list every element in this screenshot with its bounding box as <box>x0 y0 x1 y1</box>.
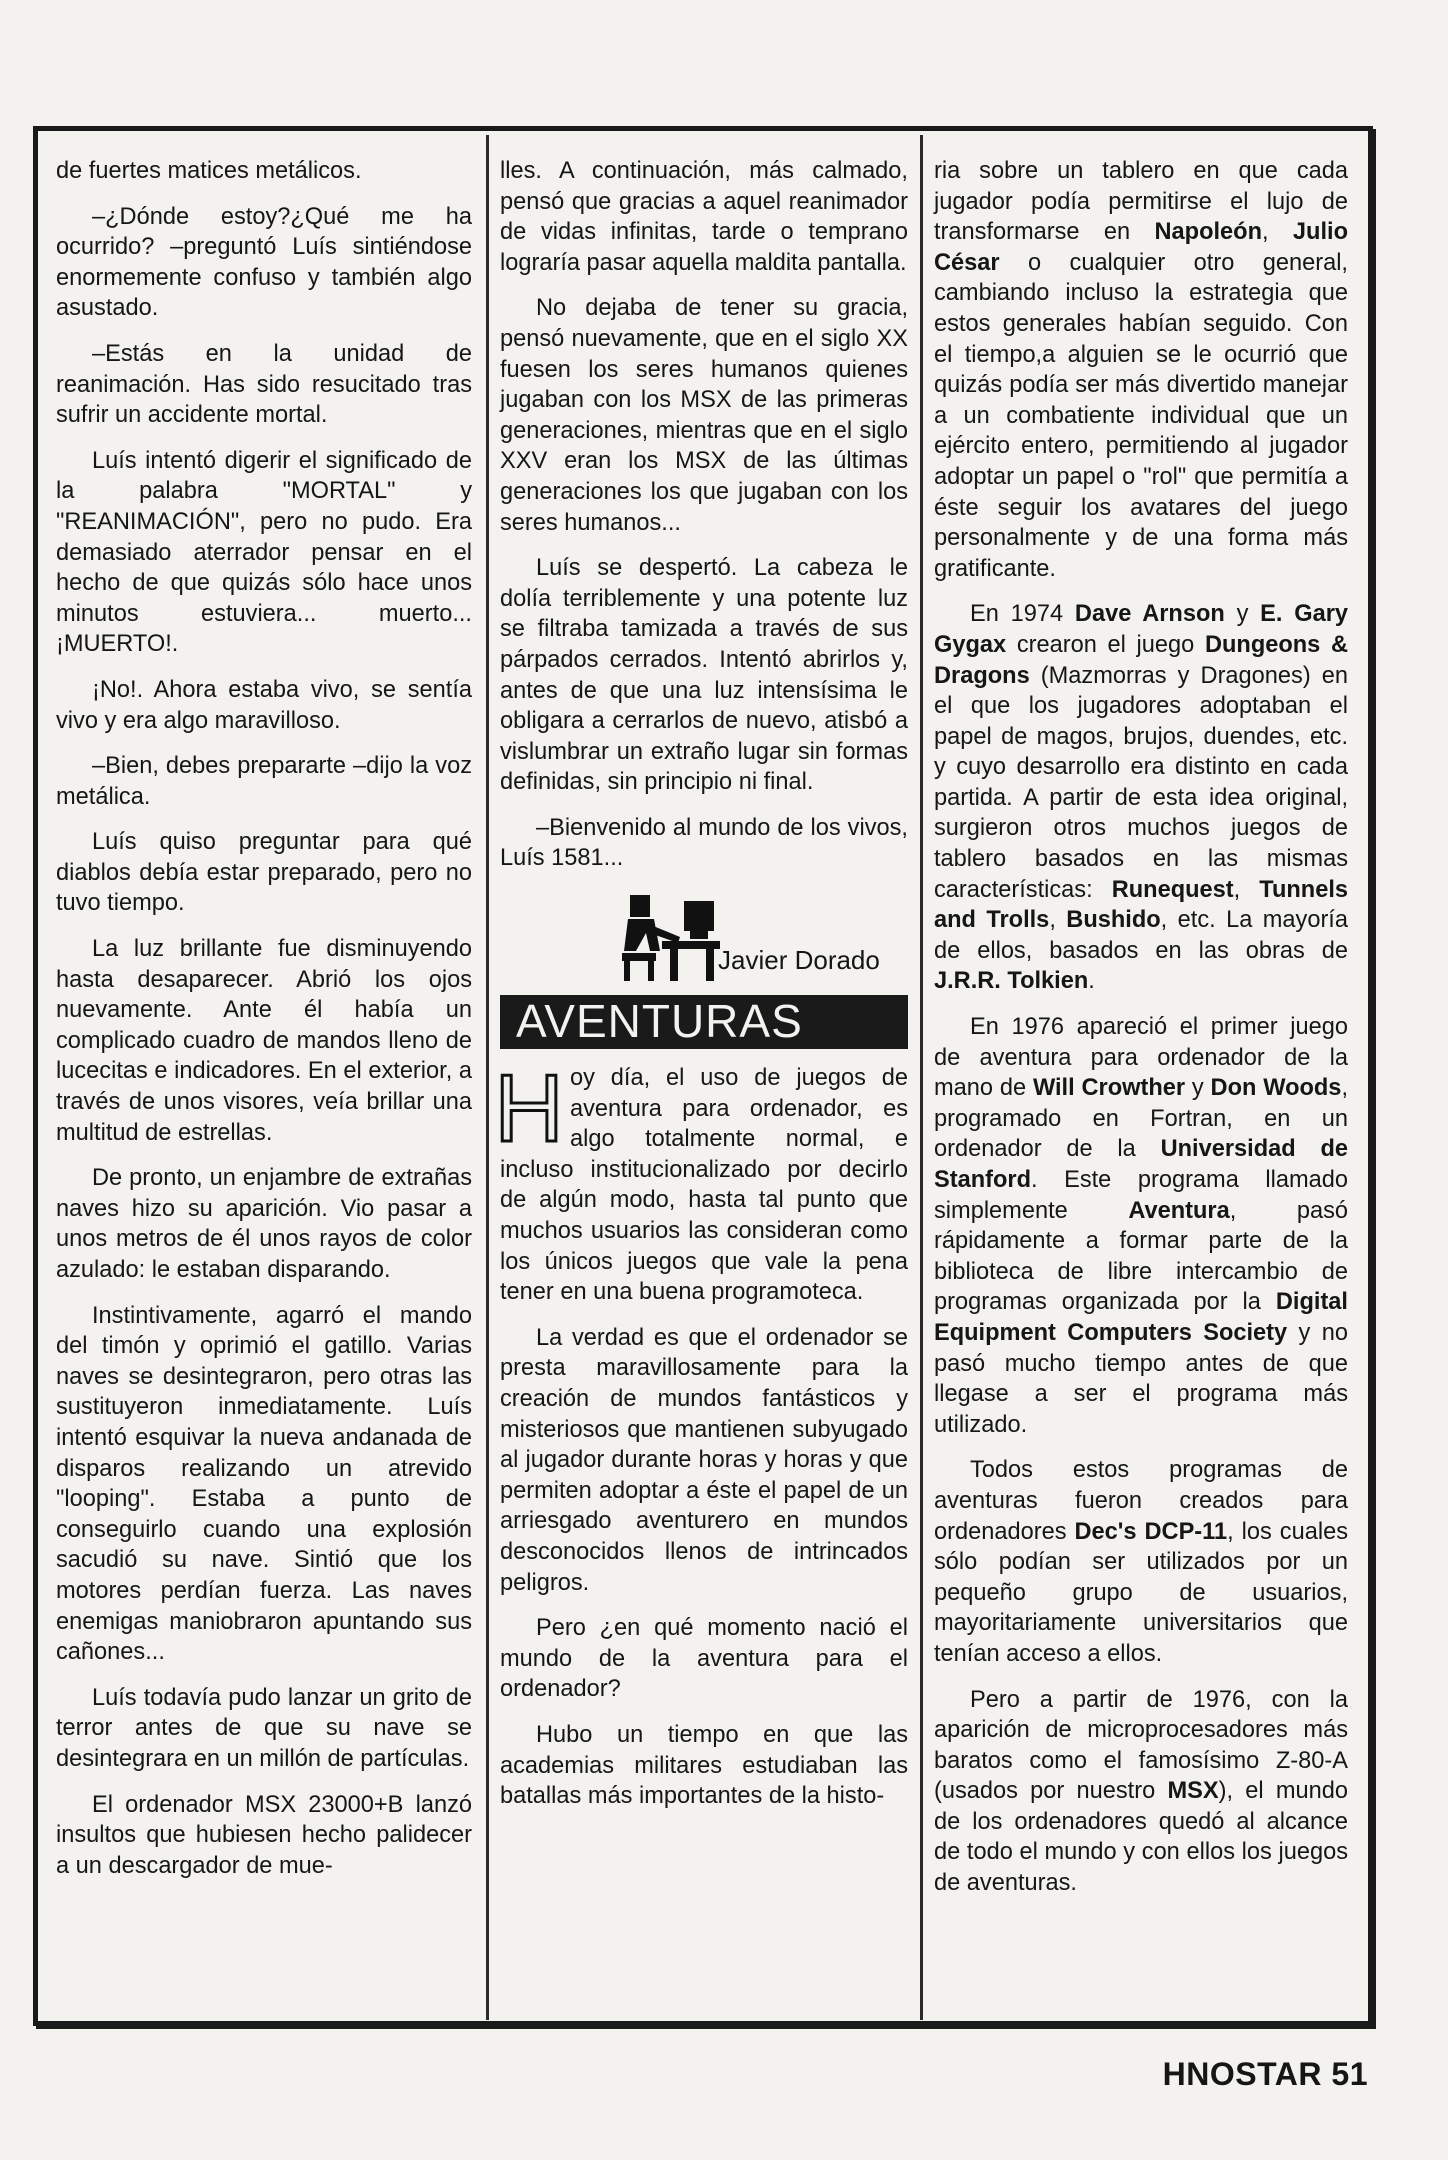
bold-term: J.R.R. Tolkien <box>934 968 1089 995</box>
bold-term: Dec's DCP-11 <box>1074 1518 1228 1545</box>
text-run: En 1974 <box>970 601 1075 628</box>
paragraph: Pero ¿en qué momento nació el mundo de la aventura para el ordenador? <box>500 1615 908 1703</box>
text-run: ria sobre un tablero en que cada jugador podía permitirse el lujo de transformarse en <box>934 158 1348 246</box>
bold-term: Tunnels and Trolls <box>934 876 1348 934</box>
paragraph: –¿Dónde estoy?¿Qué me ha ocurrido? –preguntó Luís sintiéndose enormemente confuso y también algo asustado. <box>56 203 472 322</box>
bold-term: Julio César <box>934 219 1348 276</box>
column-2 <box>494 156 908 1827</box>
text-run: y <box>1224 601 1261 628</box>
paragraph <box>934 1455 1348 1669</box>
bold-term: Runequest <box>1111 876 1234 903</box>
paragraph <box>934 1012 1348 1440</box>
text-run: Todos estos programas de aventuras fueron creados para ordenadores <box>934 1457 1348 1545</box>
svg-text:H: H <box>494 1055 564 1163</box>
bold-term: Dave Arnson <box>1074 601 1225 628</box>
paragraph: La verdad es que el ordenador se presta maravillosamente para la creación de mundos fantásticos y misteriosos que mantienen subyugado al jugador durante horas y horas y que permiten adoptar a éste el papel de un arriesgado aventurero en mundos desconocidos llenos de intrincados peligros. <box>500 1324 908 1596</box>
text-run: En 1976 apareció el primer juego de aventura para ordenador de la mano de <box>934 1014 1348 1102</box>
paragraph: ¡No!. Ahora estaba vivo, se sentía vivo y era algo maravilloso. <box>56 676 472 734</box>
paragraph: –Estás en la unidad de reanimación. Has sido resucitado tras sufrir un accidente mortal. <box>56 340 472 429</box>
text-run: Pero a partir de 1976, con la aparición de microprocesadores más baratos como el famosísimo Z-80-A (usados por nuestro <box>934 1686 1348 1805</box>
paragraph <box>934 599 1348 997</box>
bold-term: Universidad de Stanford <box>934 1136 1348 1193</box>
paragraph <box>934 1685 1348 1899</box>
paragraph: de fuertes matices metálicos. <box>56 158 362 184</box>
paragraph: De pronto, un enjambre de extrañas naves hizo su aparición. Vio pasar a unos metros de él unos rayos de color azulado: le estaban disparando. <box>56 1165 472 1283</box>
paragraph: Instintivamente, agarró el mando del timón y oprimió el gatillo. Varias naves se desintegraron, pero otras las sustituyeron inmediatamente. Luís intentó esquivar la nueva andanada de disparos realizando un atrevido "looping". Estaba a punto de conseguirlo cuando una explosión sacudió su nave. Sintió que los motores perdían fuerza. Las naves enemigas maniobraron apuntando sus cañones... <box>56 1302 472 1666</box>
bold-term: Bushido <box>1066 907 1161 934</box>
column-1 <box>56 156 472 1896</box>
text-run: , <box>1262 219 1293 246</box>
paragraph <box>934 156 1348 584</box>
bold-term: Don Woods <box>1210 1075 1342 1102</box>
bold-term: MSX <box>1167 1778 1219 1805</box>
bold-term: Dungeons & Dragons <box>934 631 1349 689</box>
computer-user-icon <box>620 893 720 983</box>
column-rule-right <box>920 135 923 2020</box>
page-number: HNOSTAR 51 <box>1162 2056 1368 2092</box>
paragraph: Luís quiso preguntar para qué diablos debía estar preparado, pero no tuvo tiempo. <box>56 829 472 917</box>
text-run: crearon el juego <box>1006 631 1205 658</box>
section-title: AVENTURAS <box>500 995 908 1049</box>
bold-term: Digital Equipment Computers Society <box>934 1289 1348 1346</box>
paragraph: Luís se despertó. La cabeza le dolía terriblemente y una potente luz se filtraba tamizada a través de sus párpados cerrados. Intentó abrirlos y, antes de que una luz intensísima le obligara a cerrarlos de nuevo, atisbó a vislumbrar un extraño lugar sin formas definidas, sin principio ni final. <box>500 555 908 796</box>
drop-cap <box>494 1055 564 1163</box>
author-name: Javier Dorado <box>718 945 880 976</box>
text-run: , etc. La mayoría de ellos, basados en las obras de <box>934 907 1348 964</box>
text-run: o cualquier otro general, cambiando incluso la estrategia que estos generales habían seguido. Con el tiempo,a alguien se le ocurrió que quizás podía ser más divertido manejar a un combatiente individual que un ejército entero, permitiendo al jugador adoptar un papel o "rol" que permitía a éste seguir los avatares del juego personalmente y de una forma más gratificante. <box>934 249 1348 582</box>
text-run: y <box>1185 1075 1211 1102</box>
text-run: , los cuales sólo podían ser utilizados por un pequeño grupo de usuarios, mayoritariamente universitarios que tenían acceso a ellos. <box>934 1518 1349 1667</box>
column-3 <box>934 156 1348 1914</box>
text-run: , <box>1049 907 1067 934</box>
paragraph: Luís todavía pudo lanzar un grito de terror antes de que su nave se desintegrara en un millón de partículas. <box>56 1684 472 1772</box>
paragraph: La luz brillante fue disminuyendo hasta desaparecer. Abrió los ojos nuevamente. Ante él había un complicado cuadro de mandos lleno de lucecitas e indicadores. En el exterior, a través de unos visores, veía brillar una multitud de estrellas. <box>56 936 472 1146</box>
paragraph: –Bien, debes prepararte –dijo la voz metálica. <box>56 753 472 810</box>
paragraph: –Bienvenido al mundo de los vivos, Luís 1581... <box>500 814 908 872</box>
text-run: y no pasó mucho tiempo antes de que llegase a ser el programa más utilizado. <box>934 1319 1348 1438</box>
paragraph: lles. A continuación, más calmado, pensó que gracias a aquel reanimador de vidas infinitas, tarde o temprano lograría pasar aquella maldita pantalla. <box>500 158 908 276</box>
text-run: , pasó rápidamente a formar parte de la biblioteca de libre intercambio de programas organizada por la <box>934 1197 1348 1316</box>
paragraph: Hubo un tiempo en que las academias militares estudiaban las batallas más importantes de la histo- <box>500 1721 908 1810</box>
text-run: ), el mundo de los ordenadores quedó al alcance de todo el mundo y con ellos los juegos de aventuras. <box>934 1778 1348 1897</box>
bold-term: E. Gary Gygax <box>934 601 1348 658</box>
text-run: . <box>1088 968 1095 995</box>
paragraph-with-dropcap <box>494 1055 908 1308</box>
paragraph: Luís intentó digerir el significado de la palabra "MORTAL" y "REANIMACIÓN", pero no pudo. Era demasiado aterrador pensar en el hecho de que quizás sólo hace unos minutos estuviera... muerto... ¡MUERTO!. <box>56 447 472 658</box>
bold-term: Aventura <box>1128 1197 1230 1224</box>
text-run: , programado en Fortran, en un ordenador de la <box>934 1075 1348 1163</box>
paragraph: No dejaba de tener su gracia, pensó nuevamente, que en el siglo XX fuesen los seres humanos quienes jugaban con los MSX de las primeras generaciones, mientras que en el siglo XXV eran los MSX de las últimas generaciones los que jugaban con los seres humanos... <box>500 295 908 536</box>
column-rule-left <box>486 135 489 2020</box>
bold-term: Napoleón <box>1154 219 1262 246</box>
text-run: , <box>1233 876 1260 903</box>
paragraph: El ordenador MSX 23000+B lanzó insultos que hubiesen hecho palidecer a un descargador de mue- <box>56 1791 472 1879</box>
author-signature <box>500 889 908 989</box>
text-run: (Mazmorras y Dragones) en el que los jugadores adoptaban el papel de magos, brujos, duendes, etc. y cuyo desarrollo era distinto en cada partida. A partir de esta idea original, surgieron otros muchos juegos de tablero basados en las mismas características: <box>934 662 1348 903</box>
text-run: . Este programa llamado simplemente <box>934 1167 1348 1224</box>
bold-term: Will Crowther <box>1032 1075 1186 1102</box>
paragraph-text: oy día, el uso de juegos de aventura para ordenador, es algo totalmente normal, e incluso institucionalizado por decirlo de algún modo, hasta tal punto que muchos usuarios las consideran como los únicos juegos que vale la pena tener en una buena programoteca. <box>500 1065 908 1306</box>
